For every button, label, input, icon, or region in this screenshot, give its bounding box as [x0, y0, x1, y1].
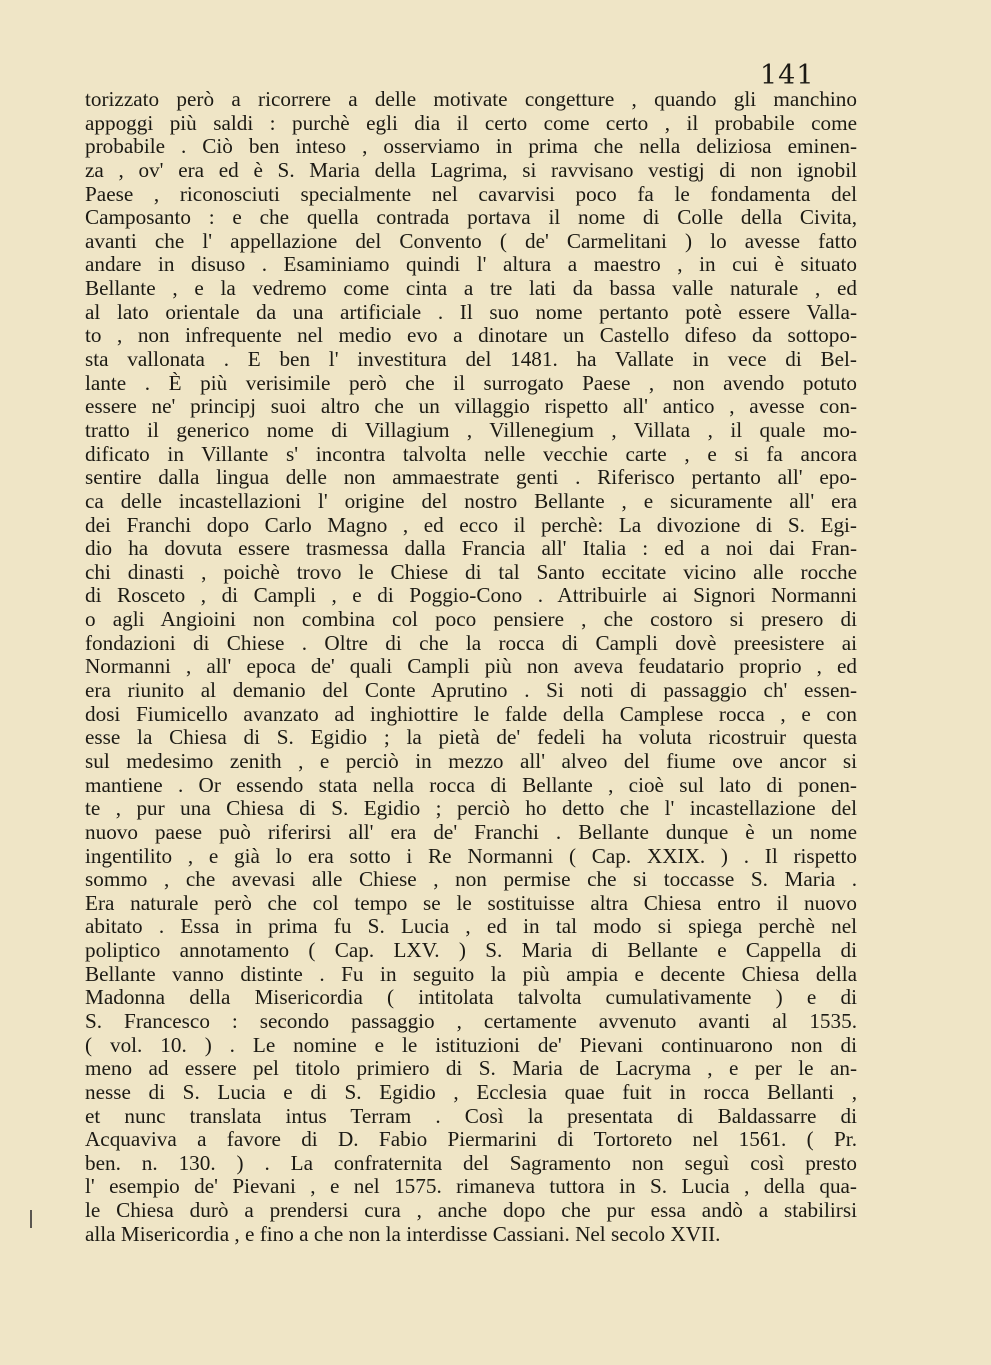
text-line: nuovo paese può riferirsi all' era de' Franchi . Bellante dunque è un nome [85, 820, 857, 844]
text-line: meno ad essere pel titolo primiero di S. Maria de Lacryma , e per le an- [85, 1057, 857, 1081]
text-line: ben. n. 130. ) . La confraternita del Sagramento non seguì così presto [85, 1151, 857, 1175]
text-line: Madonna della Misericordia ( intitolata talvolta cumulativamente ) e di [85, 986, 857, 1010]
text-line: mantiene . Or essendo stata nella rocca di Bellante , cioè sul lato di ponen- [85, 773, 857, 797]
text-line: tratto il generico nome di Villagium , Villenegium , Villata , il quale mo- [85, 418, 857, 442]
text-line: te , pur una Chiesa di S. Egidio ; perciò ho detto che l' incastellazione del [85, 797, 857, 821]
text-line: et nunc translata intus Terram . Così la presentata di Baldassarre di [85, 1104, 857, 1128]
text-line: ca delle incastellazioni l' origine del nostro Bellante , e sicuramente all' era [85, 489, 857, 513]
text-line: era riunito al demanio del Conte Aprutino . Si noti di passaggio ch' essen- [85, 679, 857, 703]
text-line: S. Francesco : secondo passaggio , certamente avvenuto avanti al 1535. [85, 1009, 857, 1033]
text-line: Bellante , e la vedremo come cinta a tre lati da bassa valle naturale , ed [85, 277, 857, 301]
text-line: di Rosceto , di Campli , e di Poggio-Cono . Attribuirle ai Signori Normanni [85, 584, 857, 608]
text-line: Era naturale però che col tempo se le sostituisse altra Chiesa entro il nuovo [85, 891, 857, 915]
text-line: dei Franchi dopo Carlo Magno , ed ecco il perchè: La divozione di S. Egi- [85, 513, 857, 537]
text-line: fondazioni di Chiese . Oltre di che la rocca di Campli dovè preesistere ai [85, 631, 857, 655]
text-line: Paese , riconosciuti specialmente nel cavarvisi poco fa le fondamenta del [85, 182, 857, 206]
text-line: o agli Angioini non combina col poco pensiere , che costoro si presero di [85, 608, 857, 632]
text-line: za , ov' era ed è S. Maria della Lagrima, si ravvisano vestigj di non ignobil [85, 158, 857, 182]
text-line: chi dinasti , poichè trovo le Chiese di tal Santo eccitate vicino alle rocche [85, 560, 857, 584]
text-line: alla Misericordia , e fino a che non la interdisse Cassiani. Nel secolo XVII. [85, 1222, 721, 1246]
text-line: torizzato però a ricorrere a delle motivate congetture , quando gli manchino [85, 88, 857, 111]
text-line: probabile . Ciò ben inteso , osserviamo in prima che nella deliziosa eminen- [85, 135, 857, 159]
text-line: sul medesimo zenith , e perciò in mezzo all' alveo del fiume ove ancor si [85, 749, 857, 773]
text-line: Camposanto : e che quella contrada portava il nome di Colle della Civita, [85, 206, 857, 230]
text-line: al lato orientale da una artificiale . Il suo nome pertanto potè essere Valla- [85, 300, 857, 324]
text-line: sta vallonata . E ben l' investitura del 1481. ha Vallate in vece di Bel- [85, 348, 857, 372]
text-line: abitato . Essa in prima fu S. Lucia , ed in tal modo si spiega perchè nel [85, 915, 857, 939]
text-line: to , non infrequente nel medio evo a dinotare un Castello difeso da sottopo- [85, 324, 857, 348]
text-line: esse la Chiesa di S. Egidio ; la pietà de' fedeli ha voluta ricostruir questa [85, 726, 857, 750]
text-line: sentire dalla lingua delle non ammaestrate genti . Riferisco pertanto all' epo- [85, 466, 857, 490]
page-number: 141 [760, 60, 815, 91]
text-line: dio ha dovuta essere trasmessa dalla Francia all' Italia : ed a noi dai Fran- [85, 537, 857, 561]
text-line: Acquaviva a favore di D. Fabio Piermarini di Tortoreto nel 1561. ( Pr. [85, 1128, 857, 1152]
text-line: Normanni , all' epoca de' quali Campli più non aveva feudatario proprio , ed [85, 655, 857, 679]
text-line: l' esempio de' Pievani , e nel 1575. rimaneva tuttora in S. Lucia , della qua- [85, 1175, 857, 1199]
body-text [85, 88, 857, 1246]
text-line: essere ne' principj suoi altro che un villaggio rispetto all' antico , avesse con- [85, 395, 857, 419]
text-line: Bellante vanno distinte . Fu in seguito la più ampia e decente Chiesa della [85, 962, 857, 986]
text-line: appoggi più saldi : purchè egli dia il certo come certo , il probabile come [85, 111, 857, 135]
text-line: avanti che l' appellazione del Convento ( de' Carmelitani ) lo avesse fatto [85, 229, 857, 253]
text-line: poliptico annotamento ( Cap. LXV. ) S. Maria di Bellante e Cappella di [85, 939, 857, 963]
text-line: le Chiesa durò a prendersi cura , anche dopo che pur essa andò a stabilirsi [85, 1199, 857, 1223]
text-line: nesse di S. Lucia e di S. Egidio , Ecclesia quae fuit in rocca Bellanti , [85, 1080, 857, 1104]
margin-mark [30, 1210, 32, 1228]
text-line: andare in disuso . Esaminiamo quindi l' altura a maestro , in cui è situato [85, 253, 857, 277]
text-line: sommo , che avevasi alle Chiese , non permise che si toccasse S. Maria . [85, 868, 857, 892]
text-line: dificato in Villante s' incontra talvolta nelle vecchie carte , e si fa ancora [85, 442, 857, 466]
text-line: ingentilito , e già lo era sotto i Re Normanni ( Cap. XXIX. ) . Il rispetto [85, 844, 857, 868]
text-line: lante . È più verisimile però che il surrogato Paese , non avendo potuto [85, 371, 857, 395]
text-line: dosi Fiumicello avanzato ad inghiottire le falde della Camplese rocca , e con [85, 702, 857, 726]
text-line: ( vol. 10. ) . Le nomine e le istituzioni de' Pievani continuarono non di [85, 1033, 857, 1057]
